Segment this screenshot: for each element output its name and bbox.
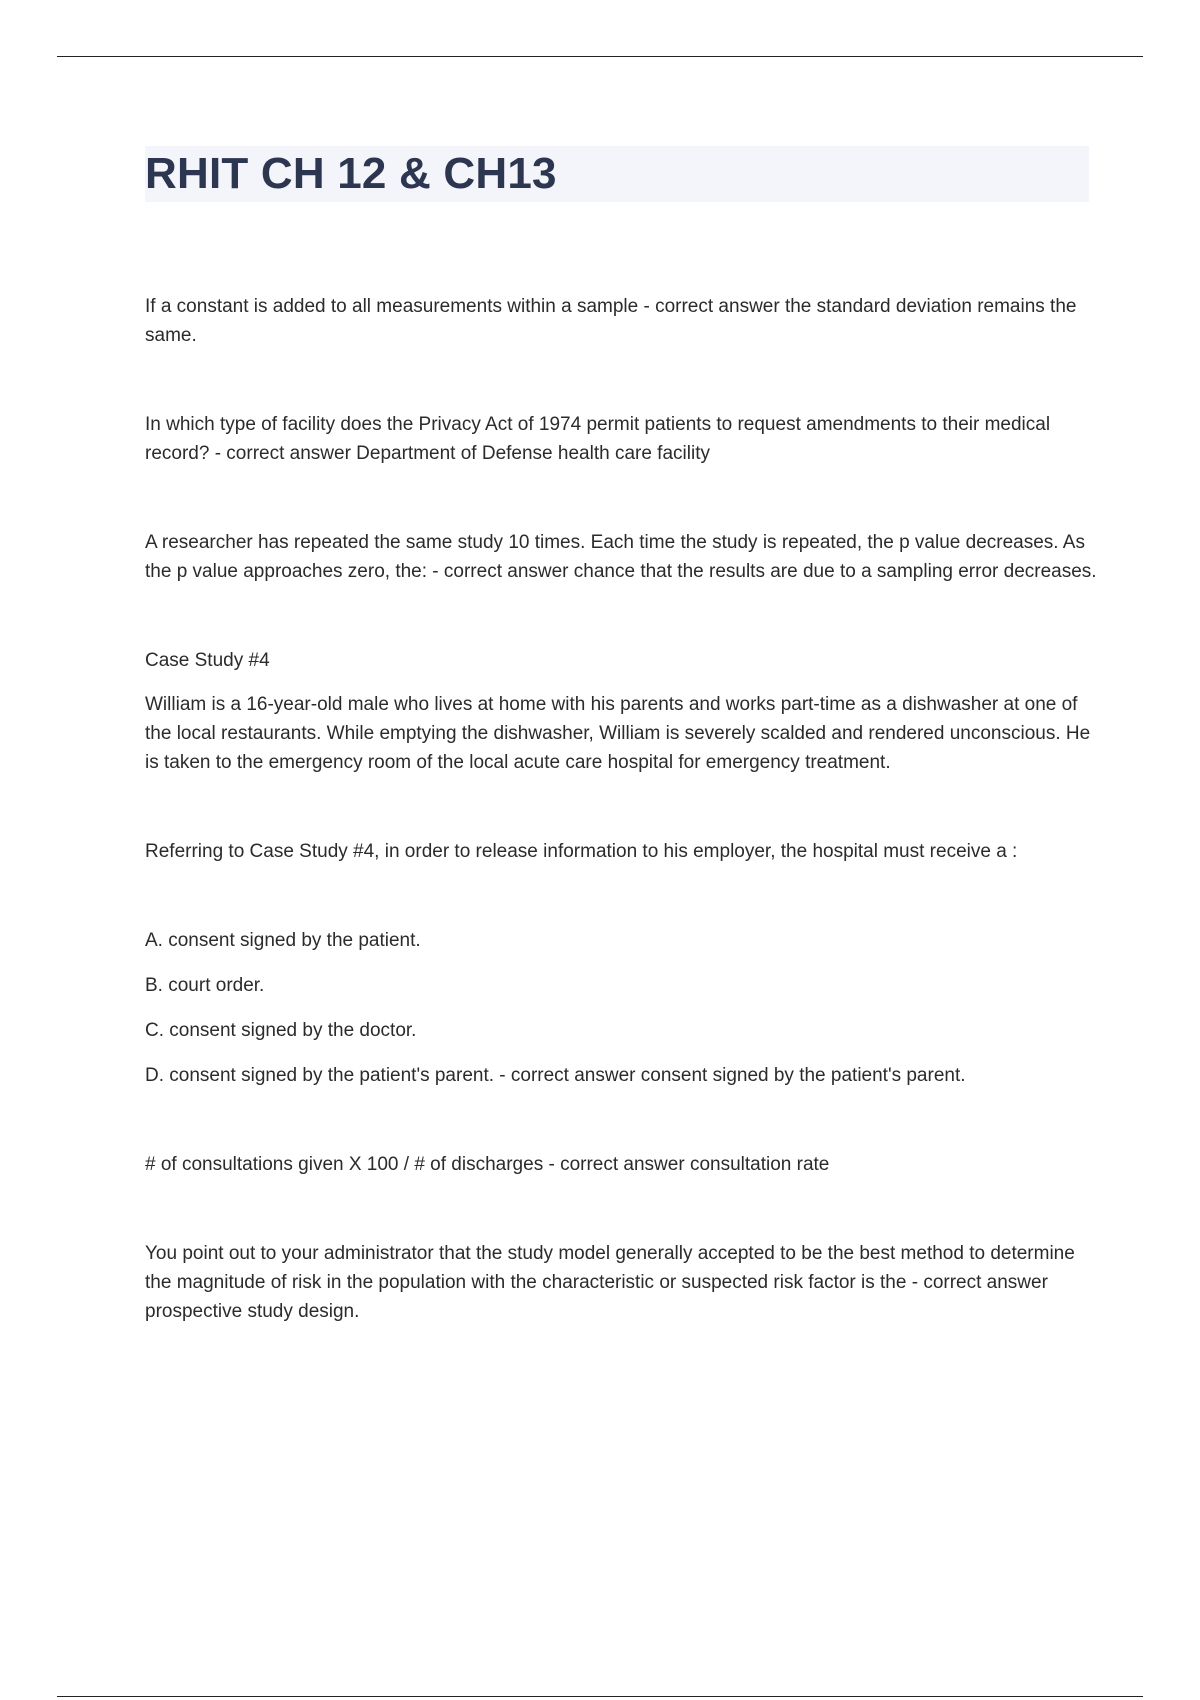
answer-option-c: C. consent signed by the doctor. [145, 1020, 417, 1041]
header-rule [57, 56, 1143, 57]
document-body [145, 292, 1100, 1326]
answer-option-a: A. consent signed by the patient. [145, 930, 421, 951]
answer-option-d: D. consent signed by the patient's parent. - correct answer consent signed by the patient's parent. [145, 1065, 966, 1086]
question-study-design: You point out to your administrator that the study model generally accepted to be the best method to determine the magnitude of risk in the population with the characteristic or suspected risk factor is the - correct answer prospective study design. [145, 1243, 1075, 1322]
question-constant-added: If a constant is added to all measurements within a sample - correct answer the standard deviation remains the same. [145, 296, 1077, 346]
answer-option-b: B. court order. [145, 975, 265, 996]
question-release-information: Referring to Case Study #4, in order to release information to his employer, the hospital must receive a : [145, 841, 1018, 862]
case-study-heading: Case Study #4 [145, 650, 270, 671]
case-study-text: William is a 16-year-old male who lives at home with his parents and works part-time as a dishwasher at one of the local restaurants. While emptying the dishwasher, William is severely scalded and rendered unconscious. He is taken to the emergency room of the local acute care hospital for emergency treatment. [145, 694, 1091, 773]
footer-rule [57, 1696, 1143, 1697]
question-p-value: A researcher has repeated the same study 10 times. Each time the study is repeated, the p value decreases. As the p value approaches zero, the: - correct answer chance that the results are due to a sampling error decreases. [145, 532, 1097, 582]
document-title: RHIT CH 12 & CH13 [145, 149, 557, 198]
question-consultation-rate: # of consultations given X 100 / # of discharges - correct answer consultation rate [145, 1154, 830, 1175]
question-privacy-act: In which type of facility does the Privacy Act of 1974 permit patients to request amendments to their medical record? - correct answer Department of Defense health care facility [145, 414, 1051, 464]
